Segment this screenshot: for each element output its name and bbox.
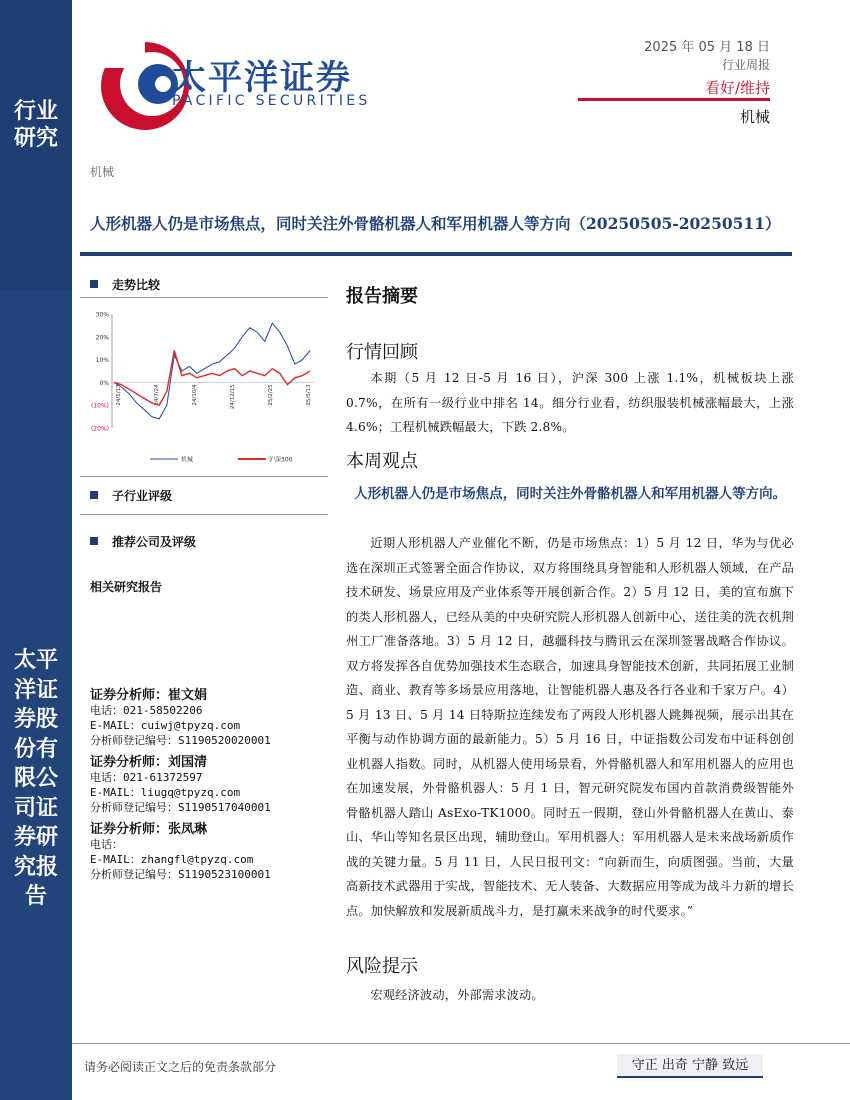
x-tick-label: 24/12/15 bbox=[230, 384, 236, 410]
y-tick-label: (20%) bbox=[90, 425, 109, 433]
x-tick-label: 24/10/4 bbox=[192, 384, 198, 406]
analyst-email[interactable]: E-MAIL：liugq@tpyzq.com bbox=[90, 786, 241, 799]
analyst-name: 证券分析师：刘国清 bbox=[90, 755, 208, 770]
bullet-square-icon bbox=[90, 280, 98, 288]
industry-name: 机械 bbox=[739, 108, 770, 126]
sidebar-top-band bbox=[0, 0, 72, 290]
trend-heading bbox=[90, 276, 160, 293]
y-tick-label: 0% bbox=[99, 379, 109, 387]
analyst-phone: 电话： bbox=[90, 838, 123, 851]
y-tick-label: (10%) bbox=[90, 402, 109, 410]
view-subheading: 人形机器人仍是市场焦点，同时关注外骨骼机器人和军用机器人等方向。 bbox=[354, 486, 787, 502]
y-tick-label: 10% bbox=[95, 357, 109, 365]
market-review-heading: 行情回顾 bbox=[346, 342, 418, 363]
logo-cn-text: 太平洋证券 bbox=[172, 58, 352, 98]
sidebar-report-category: 行业研究 bbox=[14, 99, 59, 151]
footer-disclaimer: 请务必阅读正文之后的免责条款部分 bbox=[84, 1060, 277, 1074]
trend-chart bbox=[82, 304, 328, 472]
footer-divider bbox=[72, 1043, 850, 1044]
market-review-text: 本期（5 月 12 日-5 月 16 日），沪深 300 上涨 1.1%，机械板块上涨 0.7%，在所有一级行业中排名 14。细分行业看，纺织服装机械涨幅最大，上涨 4.6%；工程机械跌幅最大，下跌 2.8%。 bbox=[346, 371, 794, 434]
section-divider bbox=[80, 297, 328, 298]
x-tick-label: 25/5/13 bbox=[306, 384, 312, 406]
analyst-name: 证券分析师：崔文娟 bbox=[90, 688, 208, 703]
industry-rating: 看好/维持 bbox=[704, 79, 770, 97]
series-line-1 bbox=[114, 323, 310, 419]
y-tick-label: 20% bbox=[95, 334, 109, 342]
analyst-card bbox=[90, 688, 271, 748]
legend-label: 机械 bbox=[181, 456, 194, 464]
x-tick-label: 24/5/13 bbox=[116, 384, 122, 406]
trend-heading-label: 走势比较 bbox=[112, 278, 161, 292]
bullet-square-icon bbox=[90, 537, 98, 545]
sidebar-company-name: 太平洋证券股份有限公司证券研究报告 bbox=[14, 648, 59, 909]
analyst-reg: 分析师登记编号：S1190520020001 bbox=[90, 734, 271, 747]
legend-label: 沪深300 bbox=[269, 456, 293, 464]
risk-heading: 风险提示 bbox=[346, 956, 418, 977]
y-tick-label: 30% bbox=[95, 311, 109, 319]
recommend-heading-label: 推荐公司及评级 bbox=[112, 535, 197, 549]
analyst-phone: 电话：021-58502206 bbox=[90, 704, 203, 717]
abstract-title: 报告摘要 bbox=[346, 286, 418, 307]
header-divider bbox=[578, 98, 770, 101]
sidebar bbox=[0, 0, 72, 1100]
x-tick-label: 25/2/25 bbox=[268, 384, 274, 406]
analyst-reg: 分析师登记编号：S1190517040001 bbox=[90, 801, 271, 814]
analyst-email[interactable]: E-MAIL：zhangfl@tpyzq.com bbox=[90, 853, 254, 866]
analyst-card bbox=[90, 822, 271, 882]
breadcrumb: 机械 bbox=[90, 165, 115, 179]
logo-en-text: PACIFIC SECURITIES bbox=[172, 93, 371, 109]
view-heading: 本周观点 bbox=[346, 451, 418, 472]
analyst-phone: 电话：021-61372597 bbox=[90, 771, 203, 784]
analyst-card bbox=[90, 755, 271, 815]
sub-industry-heading-label: 子行业评级 bbox=[112, 489, 173, 503]
analyst-name: 证券分析师：张凤琳 bbox=[90, 822, 208, 837]
risk-text: 宏观经济波动，外部需求波动。 bbox=[370, 988, 544, 1002]
analyst-reg: 分析师登记编号：S1190523100001 bbox=[90, 868, 271, 881]
bullet-square-icon bbox=[90, 491, 98, 499]
x-tick-label: 24/7/24 bbox=[154, 384, 160, 406]
report-title: 人形机器人仍是市场焦点，同时关注外骨骼机器人和军用机器人等方向（20250505-20250511） bbox=[90, 214, 781, 233]
recommend-heading bbox=[90, 533, 196, 550]
sidebar-bottom-band bbox=[0, 290, 72, 1100]
report-date: 2025 年 05 月 18 日 bbox=[644, 40, 770, 55]
series-line-2 bbox=[114, 351, 310, 406]
view-body-text: 近期人形机器人产业催化不断，仍是市场焦点：1）5 月 12 日，华为与优必选在深圳正式签署全面合作协议，双方将围绕具身智能和人形机器人领域，在产品技术研发、场景应用及产业体系等开展创新合作。2）5 月 12 日，美的宣布旗下的类人形机器人，已经从美的中央研究院人形机器人创新中心，送往美的洗衣机荆州工厂准备落地。3）5 月 12 日，越疆科技与腾讯云在深圳签署战略合作协议。双方将发挥各自优势加强技术生态联合，加速具身智能技术创新，共同拓展工业制造、商业、教育等多场景应用落地，让智能机器人惠及各行各业和千家万户。4）5 月 13 日、5 月 14 日特斯拉连续发布了两段人形机器人跳舞视频，展示出其在平衡与动作协调方面的最新能力。5）5 月 16 日，中证指数公司发布中证科创创业机器人指数。同时，从机器人使用场景看，外骨骼机器人和军用机器人的应用也在加速发展，外骨骼机器人：5 月 1 日，智元研究院发布国内首款消费级智能外骨骼机器人踏山 AsExo-TK1000。同时五一假期，登山外骨骼机器人在黄山、泰山、华山等知名景区出现，辅助登山。军用机器人：军用机器人是未来战场新质作战的关键力量。5 月 11 日，人民日报刊文：“向新而生，向质图强。当前，大量高新技术武器用于实战，智能技术、无人装备、大数据应用等成为战斗力新的增长点。加快解放和发展新质战斗力，是打赢未来战争的时代要求。” bbox=[346, 536, 794, 918]
related-reports-heading: 相关研究报告 bbox=[90, 580, 163, 594]
section-divider bbox=[80, 476, 328, 477]
sub-industry-heading bbox=[90, 487, 172, 504]
analyst-email[interactable]: E-MAIL：cuiwj@tpyzq.com bbox=[90, 719, 241, 732]
report-type: 行业周报 bbox=[721, 58, 770, 72]
section-divider bbox=[80, 514, 328, 515]
title-divider bbox=[80, 252, 792, 256]
footer-motto: 守正 出奇 宁静 致远 bbox=[617, 1054, 763, 1078]
